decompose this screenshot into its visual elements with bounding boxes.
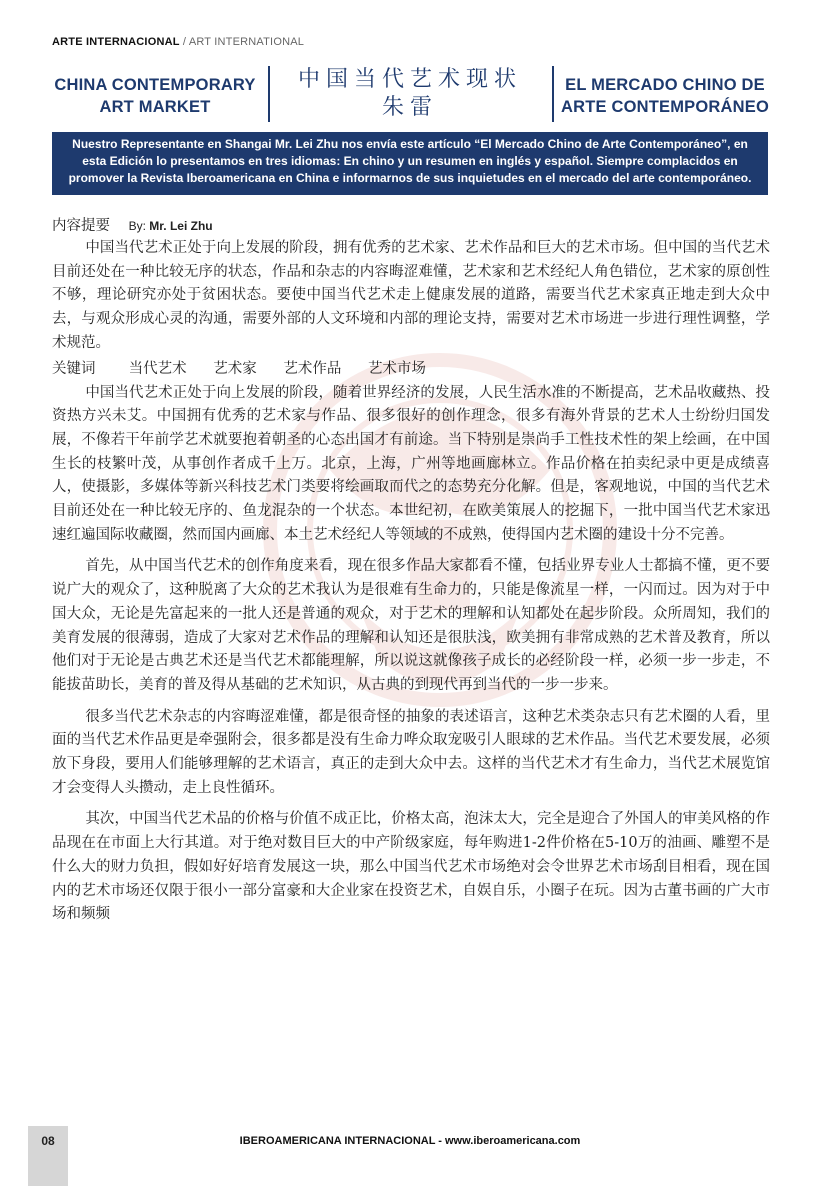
abstract-paragraph: 中国当代艺术正处于向上发展的阶段，拥有优秀的艺术家、艺术作品和巨大的艺术市场。但中国的当代艺术目前还处在一种比较无序的状态，作品和杂志的内容晦涩难懂，艺术家和艺术经纪人角色错位，艺术家的原创性不够，理论研究亦处于贫困状态。要使中国当代艺术走上健康发展的道路，需要当代艺术家真正地走到大众中去，与观众形成心灵的沟通，需要外部的人文环境和内部的理论支持，需要对艺术市场进一步进行理性调整，学术规范。 [52, 240, 770, 351]
section-label-light: / ART INTERNATIONAL [179, 36, 305, 48]
intro-banner: Nuestro Representante en Shangai Mr. Lei Zhu nos envía este artículo “El Mercado Chino de Arte Contemporáneo”, en esta Edición lo presentamos en tres idiomas: En chino y un resumen en inglés y español. Siempre complacidos en promover la Revista Iberoamericana en China e informarnos de sus inquietudes en el mercado del arte contemporáneo. [52, 132, 768, 195]
body-paragraph: 很多当代艺术杂志的内容晦涩难懂，都是很奇怪的抽象的表述语言，这种艺术类杂志只有艺术圈的人看，里面的当代艺术作品更是牵强附会，很多都是没有生命力哗众取宠吸引人眼球的艺术作品。当代艺术要发展，必须放下身段，要用人们能够理解的艺术语言，真正的走到大众中去。这样的当代艺术才有生命力，当代艺术展览馆才会变得人头攒动，走上良性循环。 [52, 708, 770, 796]
keyword: 艺术作品 [283, 360, 342, 377]
body-paragraph: 其次，中国当代艺术品的价格与价值不成正比，价格太高，泡沫太大，完全是迎合了外国人的审美风格的作品现在在市面上大行其道。对于绝对数目巨大的中产阶级家庭，每年购进1-2件价格在5-10万的油画、雕塑不是什么大的财力负担，假如好好培育发展这一块，那么中国当代艺术市场绝对会令世界艺术市场刮目相看，现在国内的艺术市场还仅限于很小一部分富豪和大企业家在投资艺术，自娱自乐，小圈子在玩。因为古董书画的广大市场和频频 [52, 811, 770, 923]
byline-prefix: By: [128, 219, 150, 233]
title-spanish-line1: EL MERCADO CHINO DE [565, 76, 765, 94]
title-chinese-line1: 中国当代艺术现状 [297, 67, 522, 92]
keywords-row [52, 356, 770, 382]
body-paragraph: 首先，从中国当代艺术的创作角度来看，现在很多作品大家都看不懂，包括业界专业人士都搞不懂，更不要说广大的观众了，这种脱离了大众的艺术我认为是很难有生命力的，只能是像流星一样，一闪而过。因为对于中国大众，无论是先富起来的一批人还是普通的观众，对于艺术的理解和认知都处在起步阶段。众所周知，我们的美育发展的很薄弱，造成了大家对艺术作品的理解和认知还是很肤浅，欧美拥有非常成熟的艺术普及教育，所以他们对于无论是古典艺术还是当代艺术都能理解，所以说这就像孩子成长的必经阶段一样，必须一步一步走，不能拔苗助长，美育的普及得从基础的艺术知识，从古典的到现代再到当代的一步一步来。 [52, 558, 770, 693]
article-body [52, 215, 770, 927]
title-chinese-author: 朱雷 [381, 95, 438, 120]
page-number: 08 [41, 1134, 55, 1148]
footer-publication: IBEROAMERICANA INTERNACIONAL - www.iberoamericana.com [239, 1135, 581, 1147]
byline-author: Mr. Lei Zhu [149, 219, 213, 233]
keywords-label: 关键词 [52, 360, 96, 377]
section-label [52, 36, 304, 48]
abstract-label: 内容提要 [52, 218, 110, 234]
abstract-heading [52, 215, 770, 237]
keyword: 当代艺术 [128, 360, 187, 377]
title-spanish-line2: ARTE CONTEMPORÁNEO [560, 98, 770, 116]
byline [129, 219, 213, 233]
keyword: 艺术家 [213, 360, 257, 377]
title-english-line2: ART MARKET [99, 98, 211, 116]
section-label-bold: ARTE INTERNACIONAL [52, 36, 180, 48]
title-block [40, 62, 780, 128]
keyword: 艺术市场 [367, 360, 426, 377]
title-english [40, 74, 270, 118]
title-spanish [550, 74, 780, 118]
body-paragraph: 中国当代艺术正处于向上发展的阶段，随着世界经济的发展，人民生活水准的不断提高，艺术品收藏热、投资热方兴未艾。中国拥有优秀的艺术家与作品、很多很好的创作理念，很多有海外背景的艺术人士纷纷归国发展，不像若干年前学艺术就要抱着朝圣的心态出国才有前途。当下特别是崇尚手工性技术性的架上绘画，在中国生长的枝繁叶茂，从事创作者成千上万。北京，上海，广州等地画廊林立。作品价格在拍卖纪录中更是成绩喜人，使摄影，多媒体等新兴科技艺术门类要将绘画取而代之的态势充分化解。但是，客观地说，中国的当代艺术目前还处在一种比较无序的、鱼龙混杂的一个状态。本世纪初，在欧美策展人的挖掘下，一批中国当代艺术家迅速红遍国际收藏圈，然而国内画廊、本土艺术经纪人等领域的不成熟，使得国内艺术圈的建设十分不完善。 [52, 384, 770, 543]
title-english-line1: CHINA CONTEMPORARY [54, 76, 256, 94]
title-chinese [270, 66, 550, 122]
